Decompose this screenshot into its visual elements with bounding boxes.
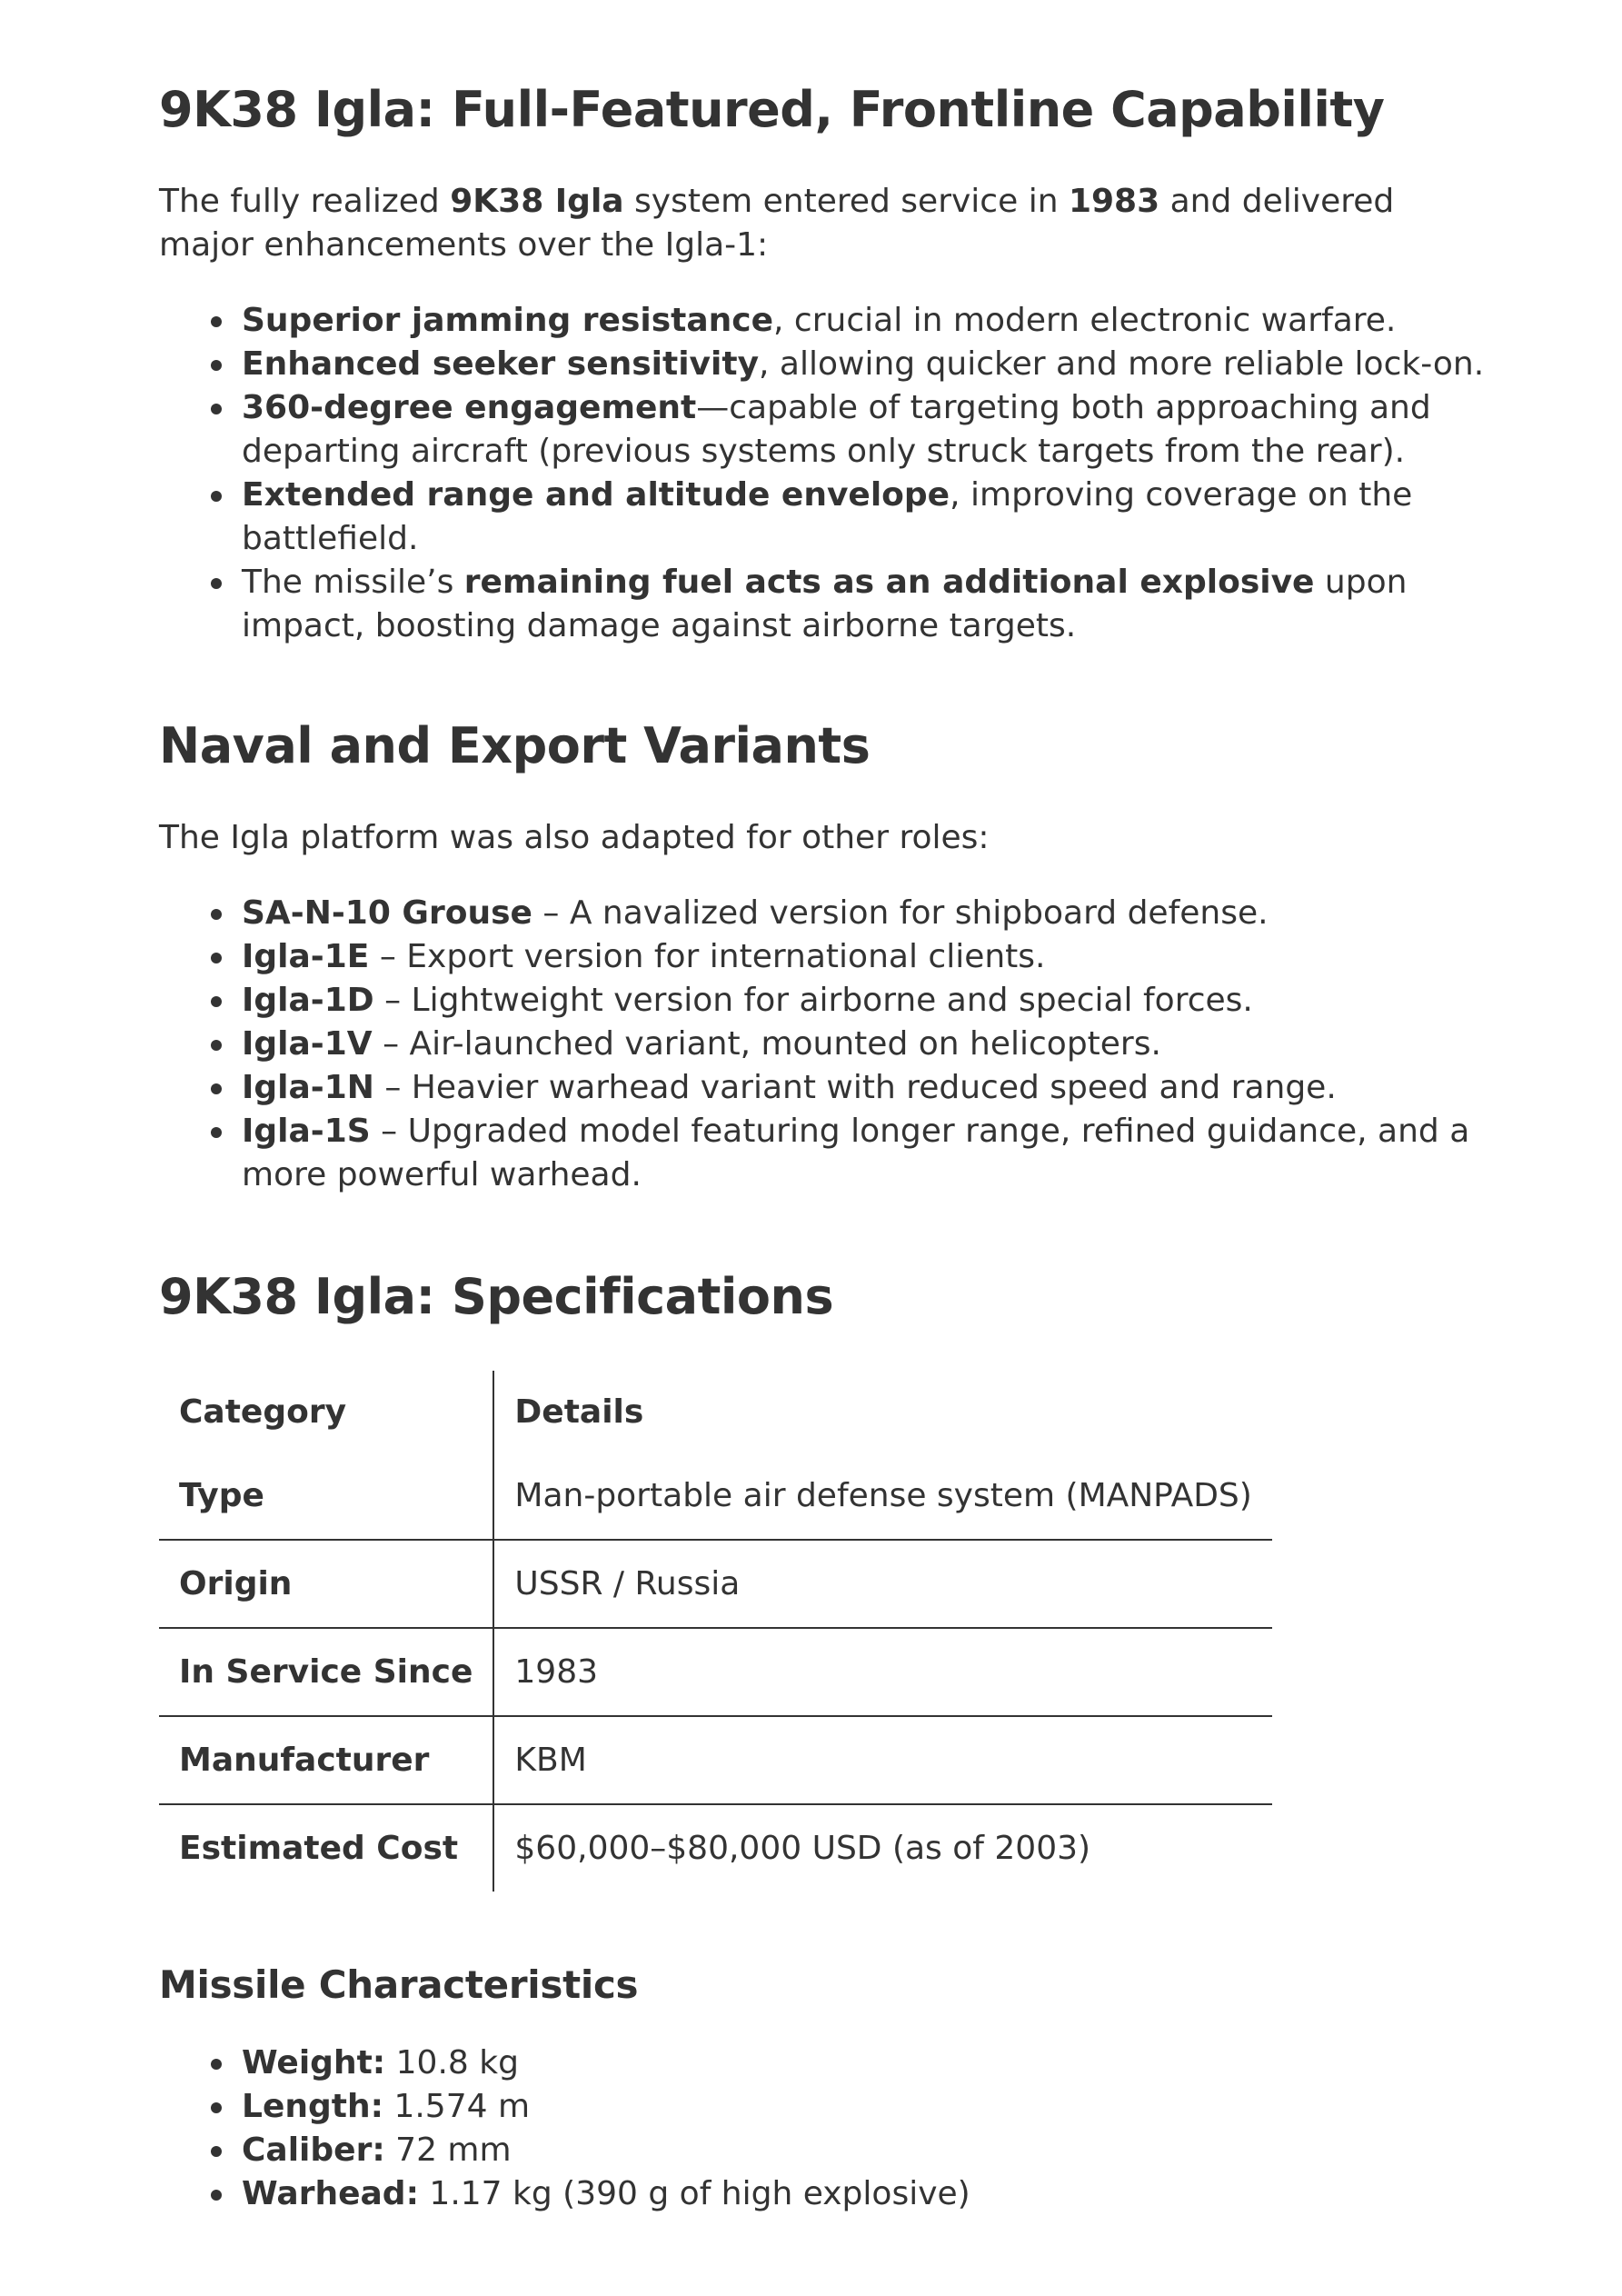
list-item-text: – Air-launched variant, mounted on helicopters. — [372, 1025, 1161, 1063]
list-item — [242, 2129, 1532, 2172]
list-item — [242, 343, 1532, 386]
list-item — [242, 1110, 1532, 1197]
table-header-row — [159, 1371, 1272, 1452]
list-item-text: 72 mm — [384, 2131, 512, 2169]
list-item-text: 1.574 m — [383, 2088, 531, 2125]
list-item-bold: Caliber: — [242, 2131, 385, 2169]
table-cell-category: In Service Since — [159, 1628, 493, 1716]
list-item — [242, 892, 1532, 935]
table-header-details: Details — [514, 1393, 644, 1431]
list-item — [242, 1066, 1532, 1110]
list-item-bold: Igla-1D — [242, 982, 374, 1019]
intro-text: The fully realized — [159, 183, 451, 220]
missile-characteristics-list — [159, 2041, 1532, 2216]
list-item — [242, 979, 1532, 1023]
intro-bold-text: 1983 — [1068, 183, 1160, 220]
list-item-bold: Igla-1S — [242, 1113, 371, 1150]
intro-text: system entered service in — [623, 183, 1069, 220]
list-item — [242, 474, 1532, 561]
list-item-bold: Warhead: — [242, 2175, 419, 2212]
table-cell-category: Manufacturer — [159, 1716, 493, 1804]
list-item-text: upon impact, boosting damage against airborne targets. — [242, 564, 1408, 644]
list-item — [242, 299, 1532, 343]
list-item — [242, 2172, 1532, 2216]
table-header-category: Category — [159, 1371, 493, 1452]
table-cell-category: Origin — [159, 1540, 493, 1628]
table-cell-details: KBM — [493, 1716, 1271, 1804]
list-item-text: – Heavier warhead variant with reduced speed and range. — [373, 1069, 1337, 1106]
list-item-bold: Weight: — [242, 2044, 386, 2081]
list-item — [242, 1023, 1532, 1066]
list-item-bold: 360-degree engagement — [242, 389, 697, 426]
list-item-bold: SA-N-10 Grouse — [242, 894, 532, 932]
table-row — [159, 1452, 1272, 1540]
list-item-text: , improving coverage on the battlefield. — [242, 476, 1413, 557]
list-item-text: – Upgraded model featuring longer range, refined guidance, and a more powerful warhead. — [242, 1113, 1470, 1193]
list-item-bold: Length: — [242, 2088, 383, 2125]
list-item-text: , crucial in modern electronic warfare. — [773, 302, 1397, 339]
table-row — [159, 1716, 1272, 1804]
capability-list — [159, 299, 1532, 648]
list-item-bold: Igla-1E — [242, 938, 370, 975]
list-item-text: 1.17 kg (390 g of high explosive) — [418, 2175, 970, 2212]
table-cell-category: Type — [159, 1452, 493, 1540]
table-cell-details: $60,000–$80,000 USD (as of 2003) — [493, 1804, 1271, 1892]
table-cell-details: USSR / Russia — [493, 1540, 1271, 1628]
table-cell-details: 1983 — [493, 1628, 1271, 1716]
list-item — [242, 561, 1532, 648]
table-cell-details: Man-portable air defense system (MANPADS) — [514, 1477, 1252, 1514]
list-item — [242, 2041, 1532, 2085]
section-intro-paragraph — [159, 180, 1463, 267]
list-item-text: , allowing quicker and more reliable lock-on. — [759, 345, 1485, 383]
section-title-variants: Naval and Export Variants — [159, 717, 871, 774]
list-item-text: – A navalized version for shipboard defense. — [532, 894, 1269, 932]
list-item-bold: Extended range and altitude envelope — [242, 476, 950, 514]
list-item-bold: Igla-1V — [242, 1025, 373, 1063]
list-item-bold: Superior jamming resistance — [242, 302, 774, 339]
list-item-bold: Enhanced seeker sensitivity — [242, 345, 760, 383]
section-title-igla-capability: 9K38 Igla: Full-Featured, Frontline Capability — [159, 81, 1385, 138]
list-item-text: 10.8 kg — [385, 2044, 519, 2081]
section-intro-paragraph: The Igla platform was also adapted for other roles: — [159, 819, 990, 856]
table-row — [159, 1540, 1272, 1628]
list-item-bold: remaining fuel acts as an additional explosive — [463, 564, 1315, 601]
specifications-table — [159, 1371, 1272, 1892]
section-title-missile-characteristics: Missile Characteristics — [159, 1962, 639, 2007]
variants-list — [159, 892, 1532, 1197]
table-cell-category: Estimated Cost — [159, 1804, 493, 1892]
intro-bold-text: 9K38 Igla — [450, 183, 624, 220]
table-row — [159, 1628, 1272, 1716]
table-row — [159, 1804, 1272, 1892]
list-item-text: —capable of targeting both approaching and departing aircraft (previous systems only struck targets from the rear). — [242, 389, 1431, 470]
section-title-specifications: 9K38 Igla: Specifications — [159, 1268, 834, 1325]
list-item — [242, 386, 1532, 474]
list-item-text: The missile’s — [242, 564, 464, 601]
list-item — [242, 935, 1532, 979]
intro-text: and delivered major enhancements over the Igla-1: — [159, 183, 1395, 264]
list-item-bold: Igla-1N — [242, 1069, 374, 1106]
list-item — [242, 2085, 1532, 2129]
list-item-text: – Export version for international clients. — [369, 938, 1046, 975]
list-item-text: – Lightweight version for airborne and special forces. — [373, 982, 1253, 1019]
